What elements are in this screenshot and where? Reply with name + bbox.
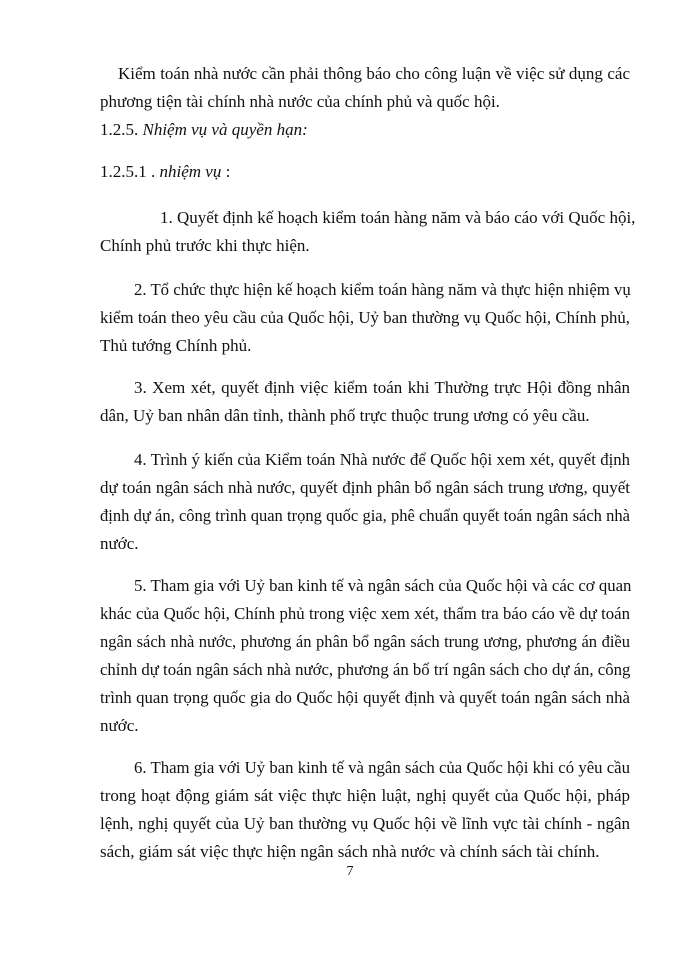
item-3-line-2: dân, Uỷ ban nhân dân tỉnh, thành phố trực thuộc trung ương có yêu cầu. [100,406,590,425]
subsection-heading [100,162,630,182]
subsection-suffix: : [225,162,231,181]
item-6-line-3: lệnh, nghị quyết của Uỷ ban thường vụ Quốc hội về lĩnh vực tài chính - ngân [100,814,630,833]
item-3-line-1: 3. Xem xét, quyết định việc kiểm toán khi Thường trực Hội đồng nhân [134,378,630,397]
page-number: 7 [346,864,354,879]
item-5-line-5: trình quan trọng quốc gia do Quốc hội quyết định và quyết toán ngân sách nhà [100,688,630,707]
item-5-line-4: chỉnh dự toán ngân sách nhà nước, phương án bố trí ngân sách cho dự án, công [100,660,631,679]
item-6-line-2: trong hoạt động giám sát việc thực hiện luật, nghị quyết của Quốc hội, pháp [100,786,630,805]
item-2-line-3: Thủ tướng Chính phủ. [100,336,252,355]
subsection-title: nhiệm vụ [159,162,222,181]
intro-line-1: Kiểm toán nhà nước cần phải thông báo cho công luận về việc sử dụng các [118,64,630,83]
item-5-line-3: ngân sách nhà nước, phương án phân bổ ngân sách trung ương, phương án điều [100,632,630,651]
section-heading [100,120,630,140]
item-2-line-2: kiểm toán theo yêu cầu của Quốc hội, Uỷ ban thường vụ Quốc hội, Chính phủ, [100,308,630,327]
item-1-line-1: 1. Quyết định kế hoạch kiểm toán hàng năm và báo cáo với Quốc hội, [160,208,636,227]
item-4-line-1: 4. Trình ý kiến của Kiểm toán Nhà nước để Quốc hội xem xét, quyết định [134,450,630,469]
item-5-line-2: khác của Quốc hội, Chính phủ trong việc xem xét, thẩm tra báo cáo về dự toán [100,604,630,623]
item-2-line-1: 2. Tổ chức thực hiện kế hoạch kiểm toán hàng năm và thực hiện nhiệm vụ [134,280,631,299]
item-6-line-4: sách, giám sát việc thực hiện ngân sách nhà nước và chính sách tài chính. [100,842,600,861]
item-5-line-6: nước. [100,716,139,735]
section-title: Nhiệm vụ và quyền hạn: [142,120,308,139]
item-5-line-1: 5. Tham gia với Uỷ ban kinh tế và ngân sách của Quốc hội và các cơ quan [134,576,632,595]
item-6-line-1: 6. Tham gia với Uỷ ban kinh tế và ngân sách của Quốc hội khi có yêu cầu [134,758,630,777]
intro-line-2: phương tiện tài chính nhà nước của chính phủ và quốc hội. [100,92,500,111]
item-4-line-4: nước. [100,534,139,553]
item-1-line-2: Chính phủ trước khi thực hiện. [100,236,310,255]
item-4-line-3: định dự án, công trình quan trọng quốc gia, phê chuẩn quyết toán ngân sách nhà [100,506,630,525]
section-number: 1.2.5. [100,120,139,139]
subsection-number: 1.2.5.1 . [100,162,156,181]
item-4-line-2: dự toán ngân sách nhà nước, quyết định phân bổ ngân sách trung ương, quyết [100,478,630,497]
